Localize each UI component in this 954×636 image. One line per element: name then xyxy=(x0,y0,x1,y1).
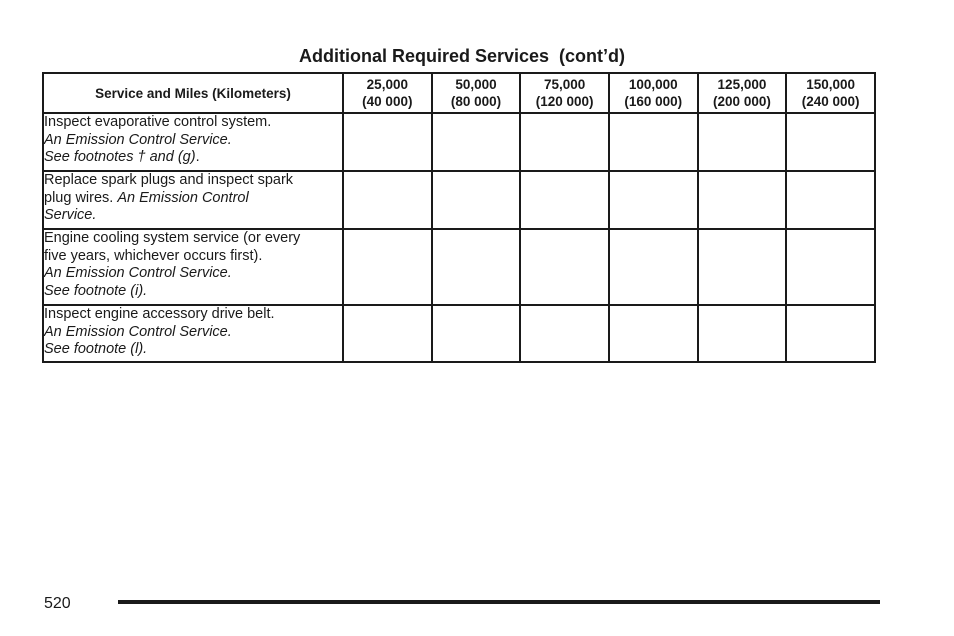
service-note: An Emission Control Service. xyxy=(44,131,232,148)
header-interval-125000 xyxy=(698,73,787,113)
interval-km: (240 000) xyxy=(801,94,860,109)
interval-miles: 100,000 xyxy=(628,77,678,92)
service-text: plug wires. xyxy=(44,189,118,206)
interval-cell xyxy=(343,229,432,305)
interval-cell xyxy=(698,113,787,171)
header-interval-25000 xyxy=(343,73,432,113)
table-row xyxy=(43,229,875,305)
page-number: 520 xyxy=(44,595,71,612)
service-description xyxy=(43,113,343,171)
interval-km: (80 000) xyxy=(450,94,502,109)
interval-cell xyxy=(786,113,875,171)
interval-cell xyxy=(698,171,787,229)
interval-cell xyxy=(698,305,787,362)
interval-miles: 50,000 xyxy=(455,77,497,92)
footer-rule xyxy=(118,600,880,604)
service-description xyxy=(43,229,343,305)
interval-cell xyxy=(698,229,787,305)
service-text-line xyxy=(44,190,342,208)
service-footnote-line xyxy=(44,149,342,167)
interval-cell xyxy=(786,229,875,305)
table-header-row xyxy=(43,73,875,113)
header-interval-150000 xyxy=(786,73,875,113)
service-footnote: See footnote (l). xyxy=(44,341,148,357)
service-text: Inspect engine accessory drive belt. xyxy=(44,306,275,322)
interval-miles: 25,000 xyxy=(366,77,408,92)
service-note: An Emission Control Service. xyxy=(44,323,232,340)
service-text: Engine cooling system service (or every xyxy=(44,230,301,246)
interval-km: (200 000) xyxy=(713,94,771,109)
service-note: Service. xyxy=(44,207,97,223)
service-text: Replace spark plugs and inspect spark xyxy=(44,172,294,188)
service-description xyxy=(43,305,343,362)
service-footnote-period: . xyxy=(195,149,200,165)
service-text: Inspect evaporative control system. xyxy=(44,114,272,130)
table-row xyxy=(43,171,875,229)
interval-miles: 75,000 xyxy=(543,77,586,92)
interval-cell xyxy=(520,305,609,362)
header-interval-50000 xyxy=(432,73,521,113)
interval-km: (160 000) xyxy=(624,94,683,109)
service-footnote: See footnote (i). xyxy=(44,282,148,299)
service-note: An Emission Control Service. xyxy=(44,265,232,281)
interval-km: (120 000) xyxy=(535,94,594,109)
interval-cell xyxy=(432,229,521,305)
service-description xyxy=(43,171,343,229)
page-title: Additional Required Services (cont’d) xyxy=(298,46,626,66)
interval-cell xyxy=(609,305,698,362)
interval-miles: 125,000 xyxy=(717,77,767,92)
service-note: An Emission Control xyxy=(117,189,249,206)
header-interval-100000 xyxy=(609,73,698,113)
table-row xyxy=(43,305,875,362)
table-row xyxy=(43,113,875,171)
header-service: Service and Miles (Kilometers) xyxy=(43,73,343,113)
interval-cell xyxy=(786,305,875,362)
service-text: five years, whichever occurs first). xyxy=(44,247,263,264)
interval-km: (40 000) xyxy=(362,94,413,109)
interval-miles: 150,000 xyxy=(806,77,856,92)
interval-cell xyxy=(520,113,609,171)
interval-cell xyxy=(343,113,432,171)
interval-cell xyxy=(609,171,698,229)
interval-cell xyxy=(432,171,521,229)
interval-cell xyxy=(520,171,609,229)
interval-cell xyxy=(609,113,698,171)
interval-cell xyxy=(520,229,609,305)
interval-cell xyxy=(343,305,432,362)
interval-cell xyxy=(786,171,875,229)
services-table xyxy=(42,72,876,363)
interval-cell xyxy=(432,113,521,171)
interval-cell xyxy=(609,229,698,305)
interval-cell xyxy=(432,305,521,362)
service-footnote: See footnotes † and (g) xyxy=(44,149,196,165)
header-interval-75000 xyxy=(520,73,609,113)
interval-cell xyxy=(343,171,432,229)
